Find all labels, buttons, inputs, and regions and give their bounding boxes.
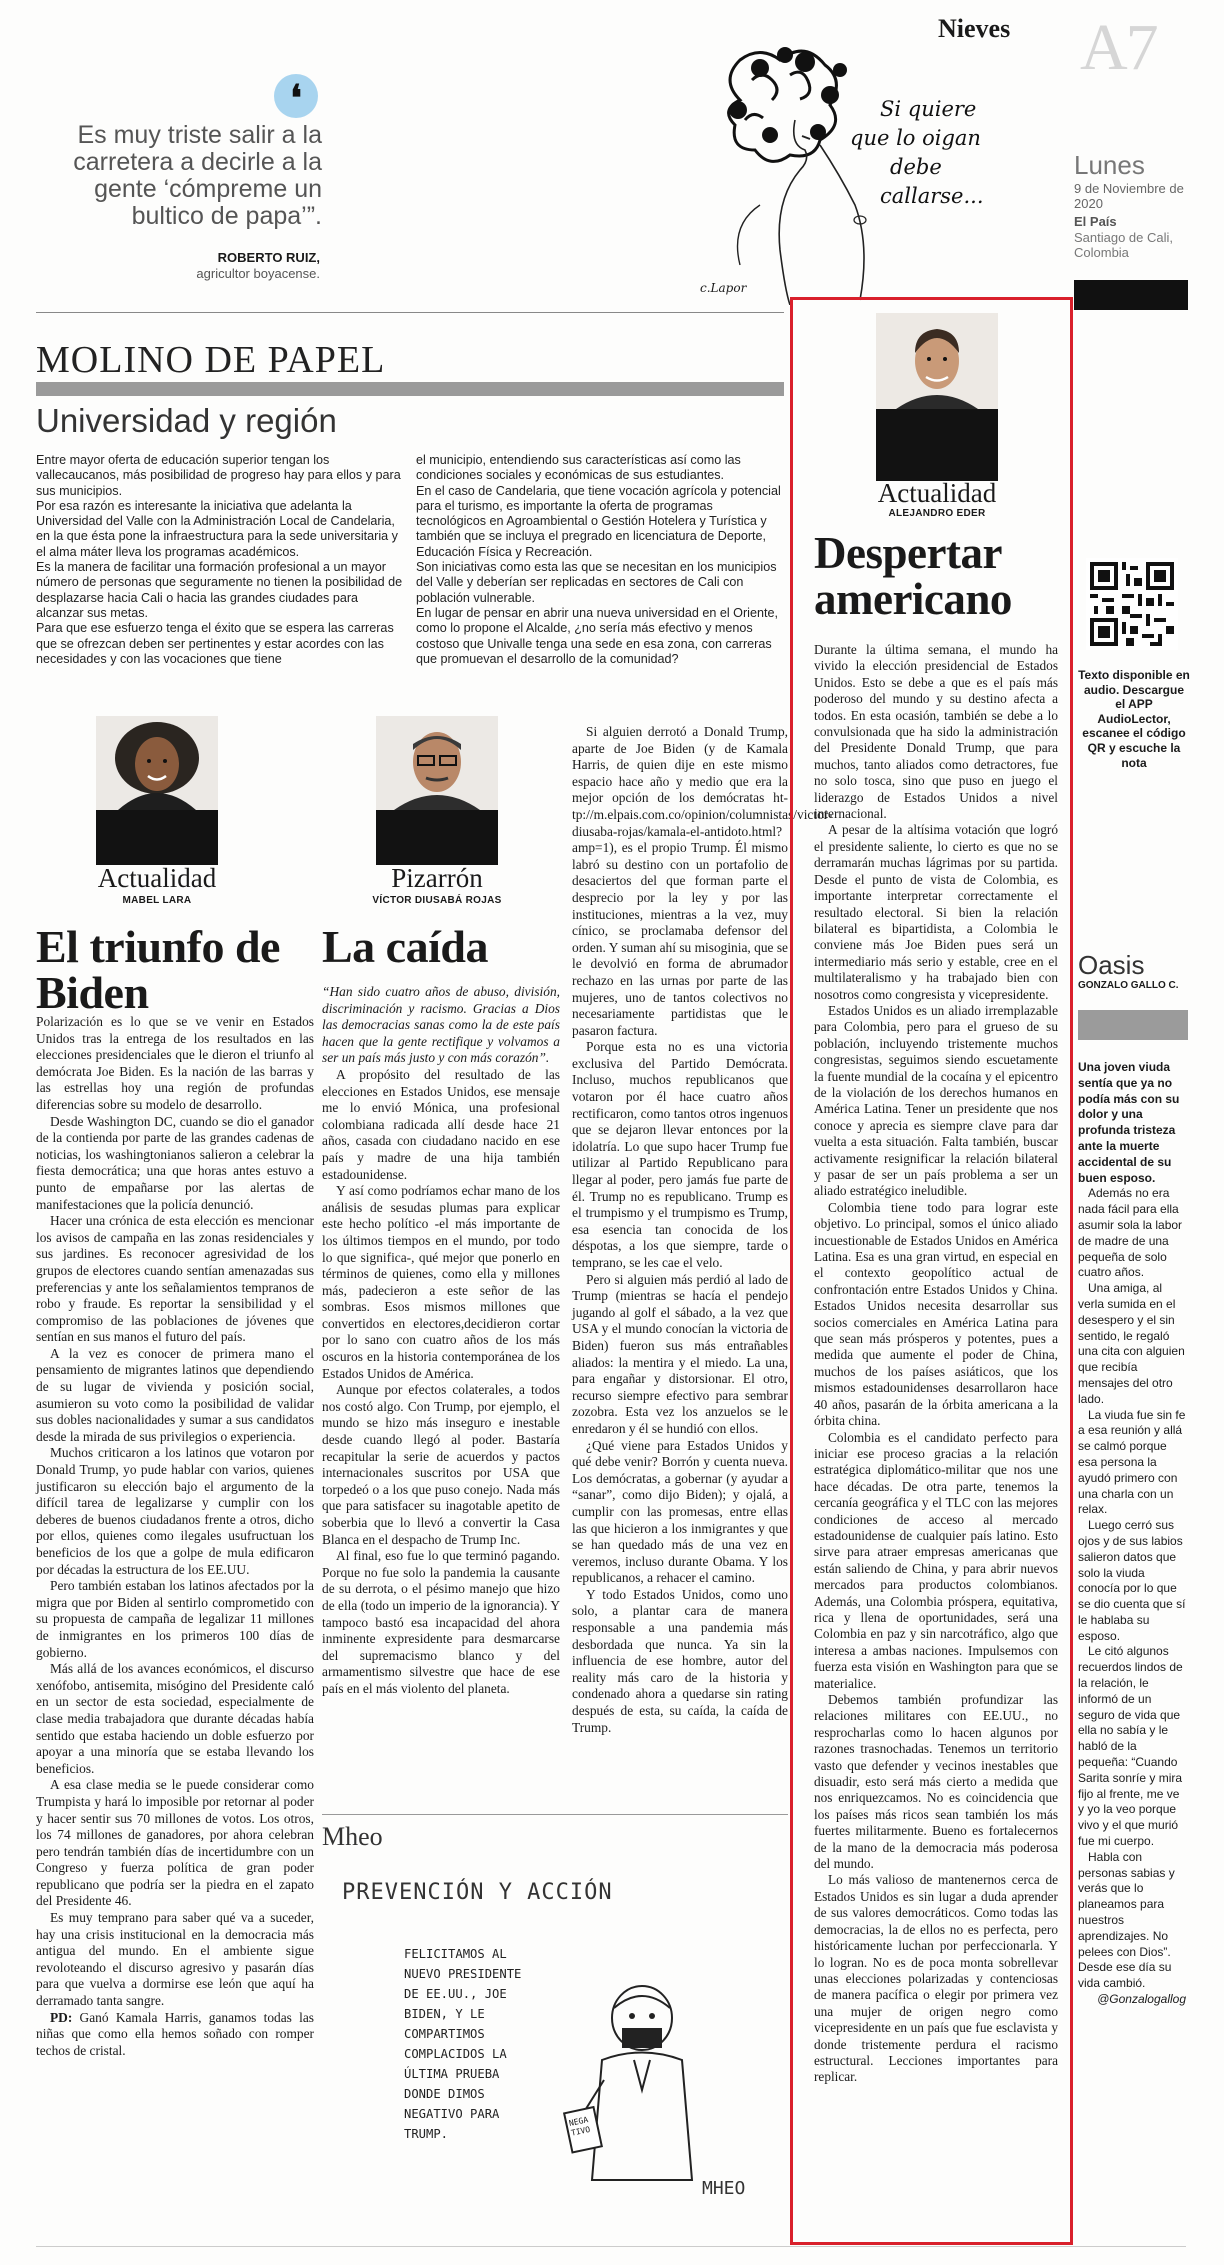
masthead-bar — [36, 382, 784, 396]
column-body-continued — [572, 724, 833, 1736]
editorial-para: Para que ese esfuerzo tenga el éxito que se espera las carreras que se ofrezcan deben ser pertinentes y estar acordes con las necesidades y con las vocaciones que tiene — [36, 621, 394, 666]
cartoon-nieves-signature: c.Lapor — [700, 281, 747, 295]
body-para: Más allá de los avances económicos, el discurso xenófobo, antisemita, misógino del Presidente caló en un sector de esta sociedad, especialmente de clase media trabajadora que durante décadas había sentido que estaba haciendo un doble esfuerzo por apoyar a una minoría que se estaba llevando los beneficios. — [36, 1661, 314, 1776]
body-para: Es muy temprano para saber qué va a suceder, hay una crisis institucional en la democracia más antigua del mundo. En el ambiente sigue revoloteando el discurso agresivo y pasarán días para que vuelva a dormirse ese león que aquí ha derramado tanta sangre. — [36, 1910, 314, 2009]
body-para: Estados Unidos es un aliado irremplazable para Colombia, pero para el grueso de su población, incluyendo tristemente muchos congresistas, seguimos siendo escuetamente la fuente mundial de la cocaína y el epicentro de la violación de los derechos humanos en América Latina. Tener un presidente que nos conoce y aprecia es siempre clave para dar vuelta a esta situación. Falta también, buscar activamente resignificar la relación bilateral y pasar de ser un país problema a ser un aliado estratégico ineludible. — [814, 1002, 1058, 1199]
body-para: Porque esta no es una victoria exclusiva del Partido Demócrata. Incluso, muchos republicanos que votaron por él hace cuatro años rectificaron, como tantos otros ingenuos que se dejaron llevar entonces por la idolatría. Lo que supo hacer Trump fue utilizar al Partido Republicano para llegar al poder, pero jamás fue parte de él. Trump no es republicano. Trump es el trumpismo y el trumpismo es Trump, esa esencia tan conocida de los déspotas, a los que siempre, tarde o temprano, se les cae el velo. — [572, 1039, 788, 1270]
quote-author: ROBERTO RUIZ, — [217, 250, 320, 265]
paper-location: Santiago de Cali, Colombia — [1074, 230, 1174, 260]
man-drawing — [562, 1970, 722, 2210]
cartoon-nieves-caption — [840, 95, 1040, 211]
audio-note: Texto disponible en audio. Descargue el APP AudioLector, escanee el código QR y escuche la nota — [1078, 668, 1190, 770]
body-para: Aunque por efectos colaterales, a todos nos costó algo. Con Trump, por ejemplo, el mundo se hizo más inseguro e inestable desde cuando llegó al poder. Bastaría recapitular la serie de acuerdos y pactos internacionales suscritos por USA que torpedeó o a los que puso conejo. Nada más que para satisfacer su inagotable apetito de soberbia que lo llevó a convertir la Casa Blanca en el despacho de Trump Inc. — [322, 1382, 560, 1547]
page-number: A7 — [1080, 11, 1157, 84]
cartoon-title: PREVENCIÓN Y ACCIÓN — [342, 1880, 613, 1905]
column-author: VÍCTOR DIUSABÁ ROJAS — [372, 895, 502, 906]
editorial-para: Son iniciativas como esta las que se necesitan en los municipios del Valle y deberían ser replicadas en sectores de Cali con población vulnerable. — [416, 560, 777, 605]
body-para: Luego cerró sus ojos y de sus labios salieron datos que solo la viuda conocía por lo que se dio cuenta que sí le hablaba su esposo. — [1078, 1518, 1186, 1643]
body-para: Al final, eso fue lo que terminó pagando. Porque no fue solo la pandemia la causante de su derrota, o el pésimo manejo que hizo de ella (todo un imperio de la ignorancia). Y tampoco bastó esa incapacidad del ahora inminente expresidente para desmarcarse del supremacismo blanco y del armamentismo silvestre que hace de ese país en el más violento del planeta. — [322, 1548, 560, 1696]
lead-quote: “Han sido cuatro años de abuso, división, discriminación y racismo. Gracias a Dios las democracias sanas como la de este país hacen que la gente rectifique y volvamos a ser un país más justo y con más corazón”. — [322, 984, 560, 1066]
editorial-col1 — [36, 453, 404, 667]
editorial-col2 — [416, 453, 784, 667]
body-para: A esa clase media se le puede considerar como Trumpista y hará lo imposible por retornar al poder y hacer sentir sus 70 millones de votos. Los otros, los 74 millones de ganadores, por ahora celebran pero tendrán también días de incertidumbre con un Congreso y fuerza política de gran poder republicano que podría ser la piedra en el zapato del Presidente 46. — [36, 1777, 314, 1909]
body-para: Habla con personas sabias y verás que lo planeamos para nuestros aprendizajes. No pelees con Dios”. Desde ese día su vida cambió. — [1078, 1849, 1175, 1991]
editorial-para: Por esa razón es interesante la iniciativa que adelanta la Universidad del Valle con la Administración Local de Candelaria, en la que ésta pone la infraestructura para la sede universitaria y el alma máter lleva los programas académicos. — [36, 498, 398, 559]
quote-text: Es muy triste salir a la carretera a decirle a la gente ‘cómpreme un bultico de papa’”. — [73, 121, 322, 230]
avatar — [376, 716, 498, 810]
body-para: La viuda fue sin fe a esa reunión y allá se calmó porque esa persona la ayudó primero con una charla con un relax. — [1078, 1407, 1186, 1517]
bubble-line: TRUMP. — [404, 2127, 449, 2141]
editorial-para: Entre mayor oferta de educación superior tengan los vallecaucanos, más posibilidad de progreso hay para ellos y para sus municipios. — [36, 453, 401, 498]
black-tab — [1074, 280, 1188, 310]
body-para: Si alguien derrotó a Donald Trump, aparte de Joe Biden (y de Kamala Harris, de quien dije en este mismo espacio hace año y medio que era la mejor opción de los demócratas ht-tp://m.elpais.com.co/opinion/columnistas/victor-diusaba-rojas/kamala-el-antidoto.html?amp=1), es el propio Trump. Él mismo labró su destino con un portafolio de desaciertos del que forman parte el desprecio por la ley y por las instituciones, mientras a la vez, muy cínico, se proclamaba defensor del orden. Y suman ahí su misoginia, que se le devolvió en forma de abrumador rechazo en las urnas por parte de las mujeres, uno de tantos colectivos no necesariamente partidistas que le pasaron factura. — [572, 724, 833, 1038]
sign-text: NEGA TIVO — [568, 2115, 592, 2138]
cartoon-label: Mheo — [322, 1822, 383, 1851]
editorial-para: el municipio, entendiendo sus características así como las condiciones sociales y económicas de sus estudiantes. — [416, 453, 741, 483]
quote-role: agricultor boyacense. — [196, 266, 320, 281]
oasis-lead: Una joven viuda sentía que ya no podía más con su dolor y una profunda tristeza ante la muerte accidental de su buen esposo. — [1078, 1060, 1180, 1185]
ps-text: Ganó Kamala Harris, ganamos todas las niñas que como ella hemos soñado con romper techos de cristal. — [36, 2009, 314, 2058]
column-section: Pizarrón — [391, 863, 483, 893]
body-para: Polarización es lo que se ve venir en Estados Unidos tras la entrega de los resultados en las elecciones presidenciales que le dieron el triunfo al demócrata Joe Biden. Es la nación de las barras y las estrellas hoy una región de profundas diferencias sobre su modelo de desarrollo. — [36, 1014, 314, 1112]
body-para: Colombia tiene todo para lograr este objetivo. Lo principal, somos el único aliado incuestionable de Estados Unidos en América Latina. Esa es una gran virtud, en especial en el contexto geopolítico actual de confrontación entre Estados Unidos y China. Estados Unidos necesita desarrollar sus socios comerciales en América Latina para que sean más prósperos y potentes, pues a medida que aumente el poder de China, muchos de los países asiáticos, que los mismos estadounidenses desarrollaron hace 40 años, pasarán de la órbita americana a la órbita china. — [814, 1199, 1058, 1429]
body-para: Muchos criticaron a los latinos que votaron por Donald Trump, yo pude hablar con varios, quienes justificaron su elección bajo el argumento de la difícil tarea de legalizarse y cumplir con los deberes de buenos ciudadanos frente a otros, dicho por ellos, quienes como ilegales usufructuan los beneficios de los que a golpe de mula edificaron por décadas la estructura de los EE.UU. — [36, 1445, 314, 1577]
column-body — [322, 984, 560, 1698]
column-body — [814, 642, 1058, 2086]
divider — [36, 312, 784, 313]
column-section: Oasis — [1078, 950, 1145, 980]
postscript — [36, 2010, 314, 2060]
weekday: Lunes — [1074, 150, 1145, 180]
bubble-line: DE EE.UU., JOE — [404, 1987, 507, 2001]
editorial-para: En lugar de pensar en abrir una nueva universidad en el Oriente, como lo propone el Alcalde, ¿no sería más efectivo y menos costoso que Univalle tenga una sede en esa zona, con carreras que promuevan el desarrollo de la comunidad? — [416, 605, 778, 666]
column-author: ALEJANDRO EDER — [888, 508, 986, 519]
column-headline: La caída — [322, 921, 488, 972]
bubble-line: BIDEN, Y LE — [404, 2007, 485, 2021]
author-bar — [876, 409, 998, 481]
cartoon-signature: MHEO — [702, 2178, 746, 2199]
author-bar — [376, 810, 498, 865]
column-author: GONZALO GALLO C. — [1078, 980, 1179, 991]
oasis-body — [1078, 1060, 1186, 2008]
avatar — [876, 313, 998, 409]
body-para: Pero también estaban los latinos afectados por la migra que por Biden al sentirlo comprometido con su propuesta de campaña de legalizar 11 millones de inmigrantes en los primeros 100 días de gobierno. — [36, 1578, 314, 1660]
body-para: Durante la última semana, el mundo ha vivido la elección presidencial de Estados Unidos. Esto se debe a que es el país más poderoso del mundo y su destino afecta a todos. En esta ocasión, también se debe a lo convulsionada que ha sido la administración del Presidente Donald Trump, que para muchos, tanto aliados como detractores, fue no solo tosca, sino que puso en juego el liderazgo de Estados Unidos a nivel internacional. — [814, 642, 1058, 822]
body-para: Debemos también profundizar las relaciones militares con EE.UU., no resprocharlas como lo hacen algunos por razones trasnochadas. Tenemos un territorio vasto que defender y vecinos inestables que disuadir, esto será más cierto a medida que nos enriquezcamos. No es coincidencia que los países más ricos sean también los más fuertes militarmente. Bueno es fortalecernos de la mano de la democracia más poderosa del mundo. — [814, 1692, 1058, 1872]
body-para: Colombia es el candidato perfecto para iniciar ese proceso gracias a la relación estratégica diplomático-militar que nos une hace décadas. De otra parte, tenemos la cercanía geográfica y el TLC con las mejores condiciones de acceso al mercado estadounidense de cualquier país latino. Esto sirve para atraer empresas americanas que están saliendo de China, y para abrir nuevos mercados para productos colombianos. Además, una Colombia próspera, equitativa, rica y llena de oportunidades, será una Colombia en paz y sin narcotráfico, algo que interesa a ambas naciones. Impulsemos con fuerza esta visión en Washington para que se materialice. — [814, 1429, 1058, 1691]
column-section: Actualidad — [877, 478, 997, 508]
bubble-line: COMPLACIDOS LA — [404, 2047, 507, 2061]
body-para: Una amiga, al verla sumida en el desespero y el sin sentido, le regaló una cita con alguien que recibía mensajes del otro lado. — [1078, 1281, 1185, 1406]
column-body — [36, 1014, 314, 2059]
bubble-line: NUEVO PRESIDENTE — [404, 1967, 522, 1981]
body-para: Además no era nada fácil para ella asumir sola la labor de madre de una pequeña de solo cuatro años. — [1078, 1186, 1183, 1280]
caption-line: que lo oigan — [850, 126, 981, 150]
bubble-line: FELICITAMOS AL — [404, 1947, 507, 1961]
oasis-handle[interactable]: @Gonzalogallog — [1097, 1992, 1186, 2007]
bubble-line: NEGATIVO PARA — [404, 2107, 500, 2121]
column-headline: Despertar americano — [814, 528, 1012, 624]
cartoon-nieves — [700, 40, 1060, 305]
bottom-rule — [36, 2246, 1186, 2247]
editorial-title: Universidad y región — [36, 402, 337, 439]
cartoon-mheo — [322, 1860, 788, 2230]
paper-name: El País — [1074, 214, 1117, 229]
body-para: ¿Qué viene para Estados Unidos y qué debe venir? Borrón y cuenta nueva. Los demócratas, a gobernar (y ayudar a “sanar”, como dijo Biden); y ojalá, a cumplir con las promesas, entre ellas las que hicieron a los inmigrantes y que se han quedado más de una vez en veremos, incluso durante Obama. Y los republicanos, a rehacer el camino. — [572, 1437, 788, 1586]
ps-label: PD: — [50, 2009, 73, 2025]
column-author: MABEL LARA — [122, 895, 192, 906]
caption-line: debe — [890, 155, 942, 179]
column-headline: El triunfo de Biden — [36, 921, 280, 1018]
masthead: MOLINO DE PAPEL — [36, 339, 386, 381]
caption-line: Si quiere — [880, 97, 977, 121]
section-label: Nieves — [938, 14, 1011, 43]
body-para: Desde Washington DC, cuando se dio el ganador de la contienda por parte de las grandes cadenas de noticias, los washingtonianos salieron a celebrar la fiesta democrática; una que horas antes estuvo a punto de empañarse por las alertas de manifestaciones que la policía denunció. — [36, 1113, 314, 1212]
body-para: Y así como podríamos echar mano de los análisis de sesudas plumas para explicar este hecho político -el más importante de los últimos tiempos en el mundo, por todo lo que significa-, qué mejor que ponerlo en términos de quienes, como ella y millones más, padecieron a este señor de las sombras. Esos mismos millones que convertidos en electores,decidieron cortar por lo sano con cuatro años de los más oscuros en la historia contemporánea de los Estados Unidos de América. — [322, 1183, 560, 1381]
body-para: A la vez es conocer de primera mano el pensamiento de migrantes latinos que dependiendo de su lugar de vivienda y posición social, asumieron su voto como la posibilidad de validar sus dobles nacionalidades y sumar a sus candidatos desde la mirada de sus privilegios o experiencia. — [36, 1345, 314, 1444]
quote-icon: ❛ — [274, 74, 318, 118]
body-para: Y todo Estados Unidos, como uno solo, a plantar cara de manera responsable a una pandemia más desbordada que nunca. Ya sin la influencia de ese hombre, autor del reality más caro de la historia y condenado ahora a quedarse sin rating después de esta, su caída, la caída de Trump. — [572, 1586, 788, 1735]
bubble-line: COMPARTIMOS — [404, 2027, 485, 2041]
bubble-line: ÚLTIMA PRUEBA — [404, 2067, 500, 2081]
date: 9 de Noviembre de 2020 — [1074, 181, 1184, 211]
editorial-para: Es la manera de facilitar una formación profesional a un mayor número de personas que seguramente no tienen la posibilidad de desplazarse hacia Cali o hacia las grandes ciudades para alcanzar sus metas. — [36, 560, 403, 620]
column-section: Actualidad — [97, 863, 217, 893]
body-para: Pero si alguien más perdió al lado de Trump (mientras se hacía el pendejo jugando al golf el sábado, a la vez que USA y el mundo conocían la victoria de Biden) fueron sus más entrañables aliados: la mentira y el miedo. La una, para engañar y distorsionar. El otro, recurso siempre efectivo para sembrar zozobra. Esta vez los anzuelos se le enredaron y él se hundió con ellos. — [572, 1271, 788, 1436]
caption-line: callarse... — [880, 184, 984, 208]
author-bar — [96, 810, 218, 865]
oasis-bar — [1078, 1010, 1188, 1040]
body-para: Le citó algunos recuerdos lindos de la relación, le informó de un seguro de vida que ella no sabía y le habló de la pequeña: “Cuando Sarita sonríe y mira fijo al frente, me ve y yo la veo porque vivo y el que murió fue mi cuerpo. — [1078, 1644, 1183, 1849]
editorial-para: En el caso de Candelaria, que tiene vocación agrícola y potencial para el turismo, es importante la oferta de programas tecnológicos en Agroambiental o Gestión Hotelera y Turística y también que se incluya el pregrado en licenciatura de Deporte, Educación Física y Recreación. — [416, 483, 781, 559]
body-para: Lo más valioso de mantenernos cerca de Estados Unidos es sin lugar a duda aprender de sus valores democráticos. Como todas las democracias, la de ellos no es perfecta, pero históricamente luchan por perfeccionarla. Y lo logran. No es de poca monta sobrellevar unas elecciones polarizadas y contenciosas de manera pacífica o elegir por primera vez una mujer de origen negro como vicepresidente en un país que fue esclavista y donde tristemente perdura el racismo estructural. Lecciones importantes para replicar. — [814, 1872, 1058, 2085]
qr-code[interactable] — [1086, 558, 1178, 650]
bubble-line: DONDE DIMOS — [404, 2087, 485, 2101]
avatar — [96, 716, 218, 810]
body-para: A propósito del resultado de las elecciones en Estados Unidos, ese mensaje me lo envió Mónica, una profesional colombiana radicada allí desde hace 21 años, casada con ciudadano nacido en ese país y madre de una hija también estadounidense. — [322, 1066, 560, 1182]
body-para: Hacer una crónica de esta elección es mencionar los avisos de campaña en las zonas residenciales y sus jardines. Es reconocer agresividad de los grupos de electores cuando sentían amenazadas sus preferencias y ante los señalamientos tempranos de robo y fraude. Es reportar la sensibilidad y el compromiso de las poblaciones de jóvenes que sentían en sus manos el futuro del país. — [36, 1213, 314, 1345]
cartoon-mheo-top-rule — [322, 1814, 788, 1815]
body-para: A pesar de la altísima votación que logró el presidente saliente, lo cierto es que no se derramarán muchas lágrimas por su partida. Desde el punto de vista de Colombia, es importante interpretar correctamente el resultado electoral. Si bien la relación bilateral es bipartidista, a Colombia le conviene más Joe Biden pues será un intermediario más serio y estable, cree en el multilateralismo y ha trabajado bien con nosotros como congresista y vicepresidente. — [814, 822, 1058, 1002]
